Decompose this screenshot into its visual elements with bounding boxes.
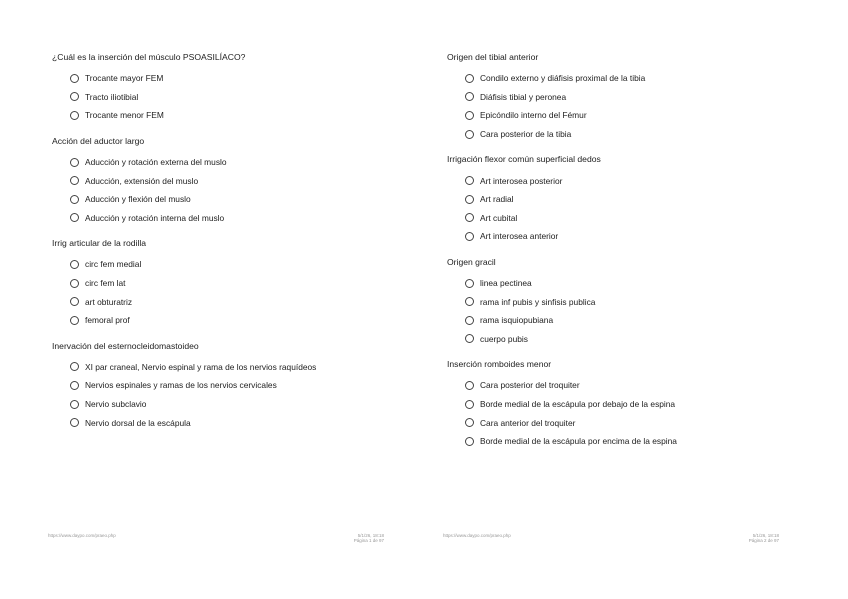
answer-option[interactable] xyxy=(447,209,827,228)
answer-option[interactable] xyxy=(447,125,827,144)
option-label: Borde medial de la escápula por encima de la espina xyxy=(480,436,677,447)
option-label: art obturatriz xyxy=(85,296,133,307)
radio-button-icon[interactable] xyxy=(465,195,474,204)
radio-button-icon[interactable] xyxy=(70,195,79,204)
question-7 xyxy=(447,255,827,348)
footer-time: 5/1/26, 18:18 xyxy=(357,533,384,538)
answer-option[interactable] xyxy=(447,330,827,349)
radio-button-icon[interactable] xyxy=(70,418,79,427)
option-label: Epicóndilo interno del Fémur xyxy=(480,110,587,121)
answer-option[interactable] xyxy=(52,358,422,377)
footer-page: Página 2 de 97 xyxy=(748,538,779,543)
answer-option[interactable] xyxy=(52,153,422,172)
radio-button-icon[interactable] xyxy=(465,437,474,446)
radio-button-icon[interactable] xyxy=(465,213,474,222)
question-title: Origen gracil xyxy=(447,256,496,267)
option-label: Trocante mayor FEM xyxy=(85,73,164,84)
option-label: Art interosea posterior xyxy=(480,175,563,186)
answer-option[interactable] xyxy=(447,274,827,293)
footer-meta-left xyxy=(300,533,384,543)
question-title: Irrigación flexor común superficial dedos xyxy=(447,154,601,165)
option-label: linea pectinea xyxy=(480,278,532,289)
option-label: Aducción y rotación externa del muslo xyxy=(85,157,227,168)
answer-option[interactable] xyxy=(52,88,422,107)
answer-option[interactable] xyxy=(447,413,827,432)
question-title: Acción del aductor largo xyxy=(52,135,145,146)
option-label: Aducción y rotación interna del muslo xyxy=(85,212,225,223)
answer-option[interactable] xyxy=(447,376,827,395)
radio-button-icon[interactable] xyxy=(465,316,474,325)
radio-button-icon[interactable] xyxy=(70,362,79,371)
answer-option[interactable] xyxy=(52,209,422,228)
option-label: Cara posterior del troquiter xyxy=(480,380,580,391)
option-label: cuerpo pubis xyxy=(480,333,528,344)
radio-button-icon[interactable] xyxy=(465,334,474,343)
option-label: rama inf pubis y sinfisis publica xyxy=(480,296,596,307)
option-label: Tracto iliotibial xyxy=(85,91,139,102)
option-label: Aducción y flexión del muslo xyxy=(85,194,191,205)
left-column xyxy=(52,50,422,441)
answer-option[interactable] xyxy=(447,311,827,330)
radio-button-icon[interactable] xyxy=(70,158,79,167)
option-label: Trocante menor FEM xyxy=(85,110,164,121)
question-title: Origen del tibial anterior xyxy=(447,52,539,62)
radio-button-icon[interactable] xyxy=(70,279,79,288)
option-label: circ fem lat xyxy=(85,278,126,289)
radio-button-icon[interactable] xyxy=(70,111,79,120)
answer-option[interactable] xyxy=(52,190,422,209)
option-label: femoral prof xyxy=(85,315,130,326)
option-label: Borde medial de la escápula por debajo de la espina xyxy=(480,399,676,410)
radio-button-icon[interactable] xyxy=(70,176,79,185)
radio-button-icon[interactable] xyxy=(465,418,474,427)
question-6 xyxy=(447,152,827,245)
answer-option[interactable] xyxy=(447,69,827,88)
footer-time: 5/1/26, 18:18 xyxy=(752,533,779,538)
option-label: Art interosea anterior xyxy=(480,231,559,242)
option-label: rama isquiopubiana xyxy=(480,315,554,326)
question-title: Inserción romboides menor xyxy=(447,359,552,370)
option-label: Cara posterior de la tibia xyxy=(480,129,572,140)
answer-option[interactable] xyxy=(52,292,422,311)
question-title: ¿Cuál es la inserción del músculo PSOASILÍACO? xyxy=(52,52,246,62)
radio-button-icon[interactable] xyxy=(465,381,474,390)
question-2 xyxy=(52,134,422,227)
radio-button-icon[interactable] xyxy=(70,260,79,269)
option-label: Diáfisis tibial y peronea xyxy=(480,91,567,102)
option-label: Nervio dorsal de la escápula xyxy=(85,417,191,428)
answer-option[interactable] xyxy=(52,171,422,190)
radio-button-icon[interactable] xyxy=(70,213,79,222)
question-1 xyxy=(52,50,422,125)
answer-option[interactable] xyxy=(52,106,422,125)
footer-url-right[interactable]: https://www.daypo.com/praeo.php xyxy=(443,533,511,538)
answer-option[interactable] xyxy=(52,413,422,432)
footer-meta-right xyxy=(695,533,779,543)
option-label: XI par craneal, Nervio espinal y rama de los nervios raquídeos xyxy=(85,361,317,372)
answer-option[interactable] xyxy=(447,190,827,209)
radio-button-icon[interactable] xyxy=(70,297,79,306)
answer-option[interactable] xyxy=(52,376,422,395)
radio-button-icon[interactable] xyxy=(70,74,79,83)
radio-button-icon[interactable] xyxy=(465,279,474,288)
question-5 xyxy=(447,50,827,143)
radio-button-icon[interactable] xyxy=(465,176,474,185)
radio-button-icon[interactable] xyxy=(465,111,474,120)
option-label: Nervio subclavio xyxy=(85,399,147,410)
question-8 xyxy=(447,357,827,450)
question-4 xyxy=(52,339,422,432)
option-label: Cara anterior del troquiter xyxy=(480,417,576,428)
answer-option[interactable] xyxy=(447,227,827,246)
radio-button-icon[interactable] xyxy=(465,74,474,83)
answer-option[interactable] xyxy=(52,69,422,88)
radio-button-icon[interactable] xyxy=(70,381,79,390)
footer-page: Página 1 de 97 xyxy=(353,538,384,543)
option-label: circ fem medial xyxy=(85,259,142,270)
radio-button-icon[interactable] xyxy=(70,316,79,325)
radio-button-icon[interactable] xyxy=(465,92,474,101)
option-label: Art radial xyxy=(480,194,514,205)
radio-button-icon[interactable] xyxy=(465,232,474,241)
answer-option[interactable] xyxy=(447,292,827,311)
option-label: Condilo externo y diáfisis proximal de la tibia xyxy=(480,73,646,84)
answer-option[interactable] xyxy=(52,311,422,330)
answer-option[interactable] xyxy=(447,88,827,107)
question-title: Irrig articular de la rodilla xyxy=(52,238,147,249)
option-label: Art cubital xyxy=(480,212,518,223)
answer-option[interactable] xyxy=(52,255,422,274)
answer-option[interactable] xyxy=(52,274,422,293)
option-label: Aducción, extensión del muslo xyxy=(85,175,199,186)
radio-button-icon[interactable] xyxy=(465,400,474,409)
footer-url-left[interactable]: https://www.daypo.com/praeo.php xyxy=(48,533,116,538)
right-column xyxy=(447,50,827,460)
answer-option[interactable] xyxy=(447,432,827,451)
question-title: Inervación del esternocleidomastoideo xyxy=(52,340,199,351)
radio-button-icon[interactable] xyxy=(465,130,474,139)
answer-option[interactable] xyxy=(52,395,422,414)
answer-option[interactable] xyxy=(447,106,827,125)
question-3 xyxy=(52,236,422,329)
radio-button-icon[interactable] xyxy=(70,400,79,409)
radio-button-icon[interactable] xyxy=(465,297,474,306)
answer-option[interactable] xyxy=(447,171,827,190)
option-label: Nervios espinales y ramas de los nervios cervicales xyxy=(85,380,277,391)
radio-button-icon[interactable] xyxy=(70,92,79,101)
answer-option[interactable] xyxy=(447,395,827,414)
